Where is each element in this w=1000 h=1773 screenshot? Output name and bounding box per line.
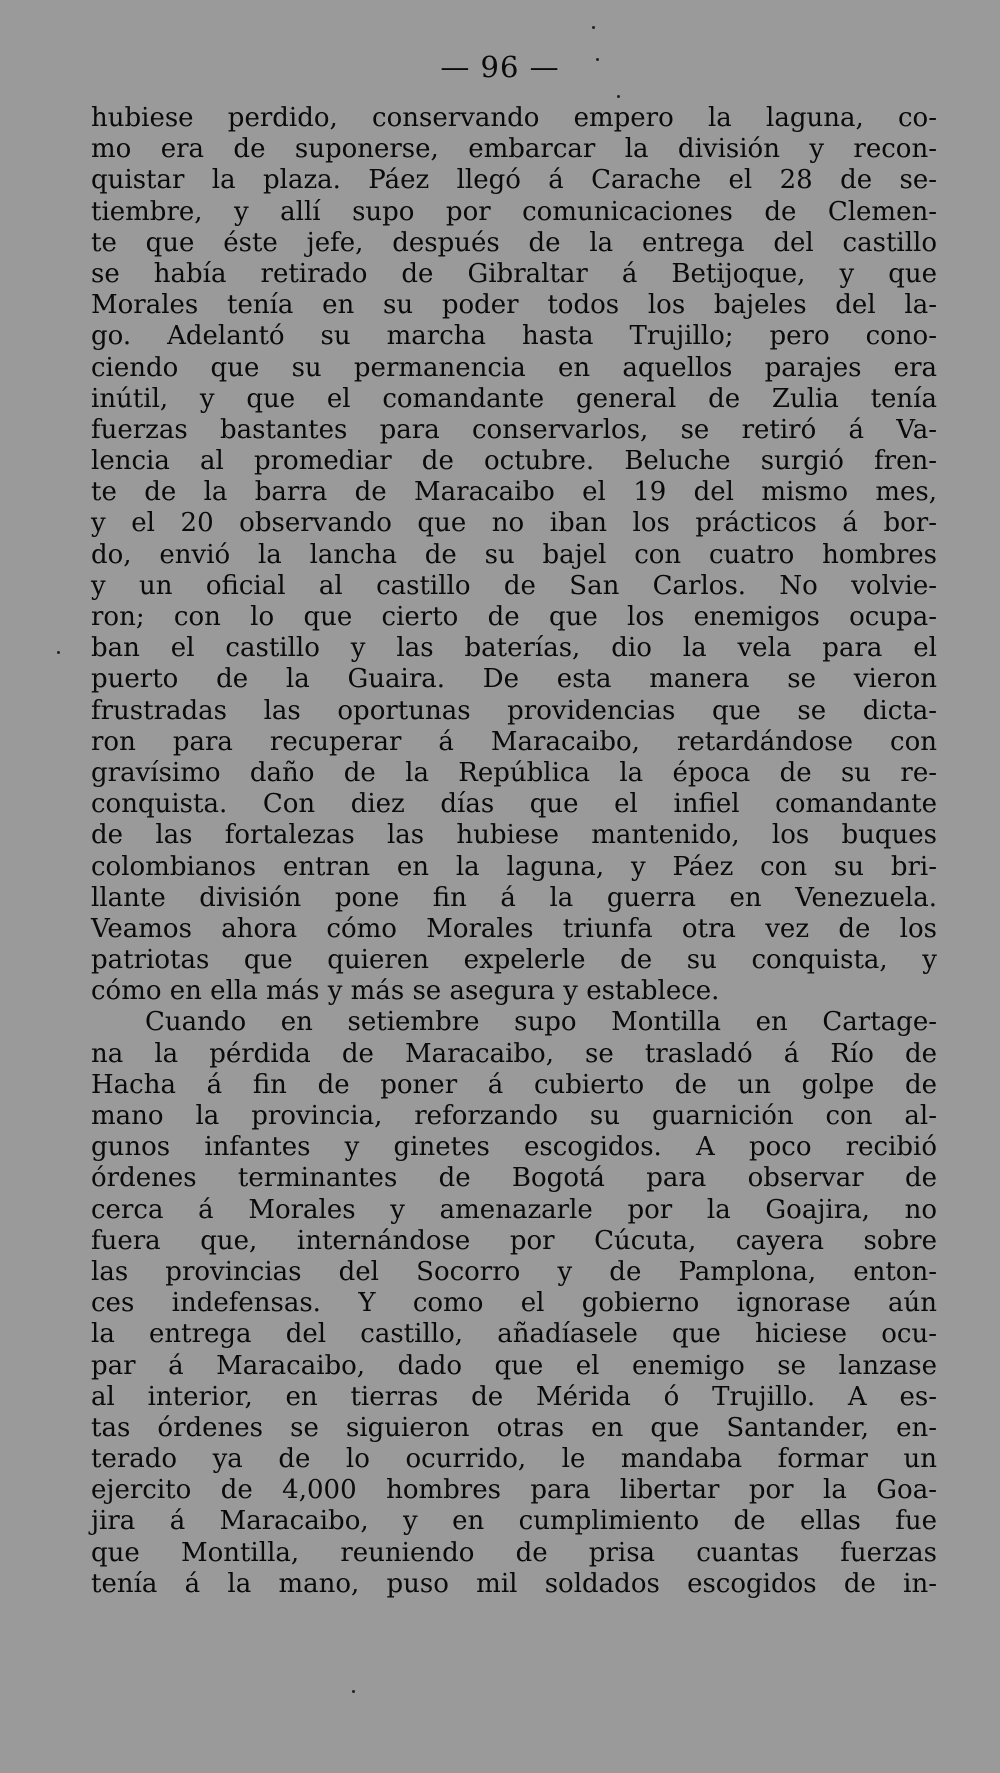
text-line: cómo en ella más y más se asegura y establece.	[91, 976, 720, 1007]
text-line: fuerzas bastantes para conservarlos, se retiró á Va-	[91, 414, 937, 445]
text-line: llante división pone fin á la guerra en Venezuela.	[91, 882, 937, 913]
text-line: inútil, y que el comandante general de Zulia tenía	[91, 383, 937, 414]
text-line: do, envió la lancha de su bajel con cuatro hombres	[91, 539, 937, 570]
text-line: ron; con lo que cierto de que los enemigos ocupa-	[91, 602, 937, 632]
text-line: de las fortalezas las hubiese mantenido, los buques	[91, 820, 937, 851]
body-text	[91, 103, 937, 1600]
text-line: te que éste jefe, después de la entrega del castillo	[91, 227, 937, 258]
text-line: lencia al promediar de octubre. Beluche surgió fren-	[91, 446, 937, 477]
text-line: ejercito de 4,000 hombres para libertar por la Goa-	[91, 1475, 937, 1506]
text-line: y un oficial al castillo de San Carlos. No volvie-	[91, 570, 937, 601]
text-line: que Montilla, reuniendo de prisa cuantas fuerzas	[91, 1537, 937, 1568]
text-line: puerto de la Guaira. De esta manera se vieron	[91, 664, 937, 695]
text-line: patriotas que quieren expelerle de su conquista, y	[91, 945, 937, 976]
text-line: Veamos ahora cómo Morales triunfa otra vez de los	[91, 913, 937, 944]
text-line: te de la barra de Maracaibo el 19 del mismo mes,	[91, 477, 937, 508]
text-line: na la pérdida de Maracaibo, se trasladó á Río de	[91, 1038, 937, 1069]
text-line: ces indefensas. Y como el gobierno ignorase aún	[91, 1288, 937, 1319]
text-line: terado ya de lo ocurrido, le mandaba formar un	[91, 1444, 937, 1475]
text-line: ron para recuperar á Maracaibo, retardándose con	[91, 726, 937, 757]
print-speck	[596, 58, 599, 61]
text-line: conquista. Con diez días que el infiel comandante	[91, 789, 937, 820]
text-line: hubiese perdido, conservando empero la laguna, co-	[91, 103, 937, 133]
text-line: y el 20 observando que no iban los prácticos á bor-	[91, 508, 937, 539]
text-line: tenía á la mano, puso mil soldados escogidos de in-	[91, 1568, 937, 1599]
text-line: ban el castillo y las baterías, dio la vela para el	[91, 633, 937, 664]
text-line: quistar la plaza. Páez llegó á Carache el 28 de se-	[91, 165, 937, 196]
text-line: fuera que, internándose por Cúcuta, cayera sobre	[91, 1225, 937, 1256]
print-speck	[617, 95, 620, 98]
text-line: gunos infantes y ginetes escogidos. A poco recibió	[91, 1132, 937, 1163]
text-line: se había retirado de Gibraltar á Betijoque, y que	[91, 258, 937, 289]
text-line: Hacha á fin de poner á cubierto de un golpe de	[91, 1069, 937, 1100]
text-line: Morales tenía en su poder todos los bajeles del la-	[91, 290, 937, 321]
text-line: gravísimo daño de la República la época de su re-	[91, 757, 937, 788]
text-line: tas órdenes se siguieron otras en que Santander, en-	[91, 1412, 937, 1443]
text-line: tiembre, y allí supo por comunicaciones de Clemen-	[91, 196, 937, 227]
print-speck	[57, 651, 60, 654]
text-line: mo era de suponerse, embarcar la división y recon-	[91, 134, 937, 165]
text-line: órdenes terminantes de Bogotá para observar de	[91, 1163, 937, 1194]
text-line: frustradas las oportunas providencias que se dicta-	[91, 695, 937, 726]
text-line: colombianos entran en la laguna, y Páez con su bri-	[91, 851, 937, 882]
text-line: cerca á Morales y amenazarle por la Goajira, no	[91, 1194, 937, 1225]
page-number: — 96 —	[440, 50, 560, 84]
text-line: la entrega del castillo, añadíasele que hiciese ocu-	[91, 1319, 937, 1350]
text-line: par á Maracaibo, dado que el enemigo se lanzase	[91, 1350, 937, 1381]
text-line: ciendo que su permanencia en aquellos parajes era	[91, 352, 937, 383]
print-speck	[352, 1690, 355, 1693]
text-line: al interior, en tierras de Mérida ó Trujillo. A es-	[91, 1381, 937, 1412]
text-line: las provincias del Socorro y de Pamplona, enton-	[91, 1256, 937, 1287]
text-line: go. Adelantó su marcha hasta Trujillo; pero cono-	[91, 321, 937, 352]
text-line: mano la provincia, reforzando su guarnición con al-	[91, 1101, 937, 1131]
text-line: jira á Maracaibo, y en cumplimiento de ellas fue	[91, 1506, 937, 1537]
text-line: Cuando en setiembre supo Montilla en Cartage-	[145, 1007, 937, 1038]
print-speck	[592, 26, 595, 29]
